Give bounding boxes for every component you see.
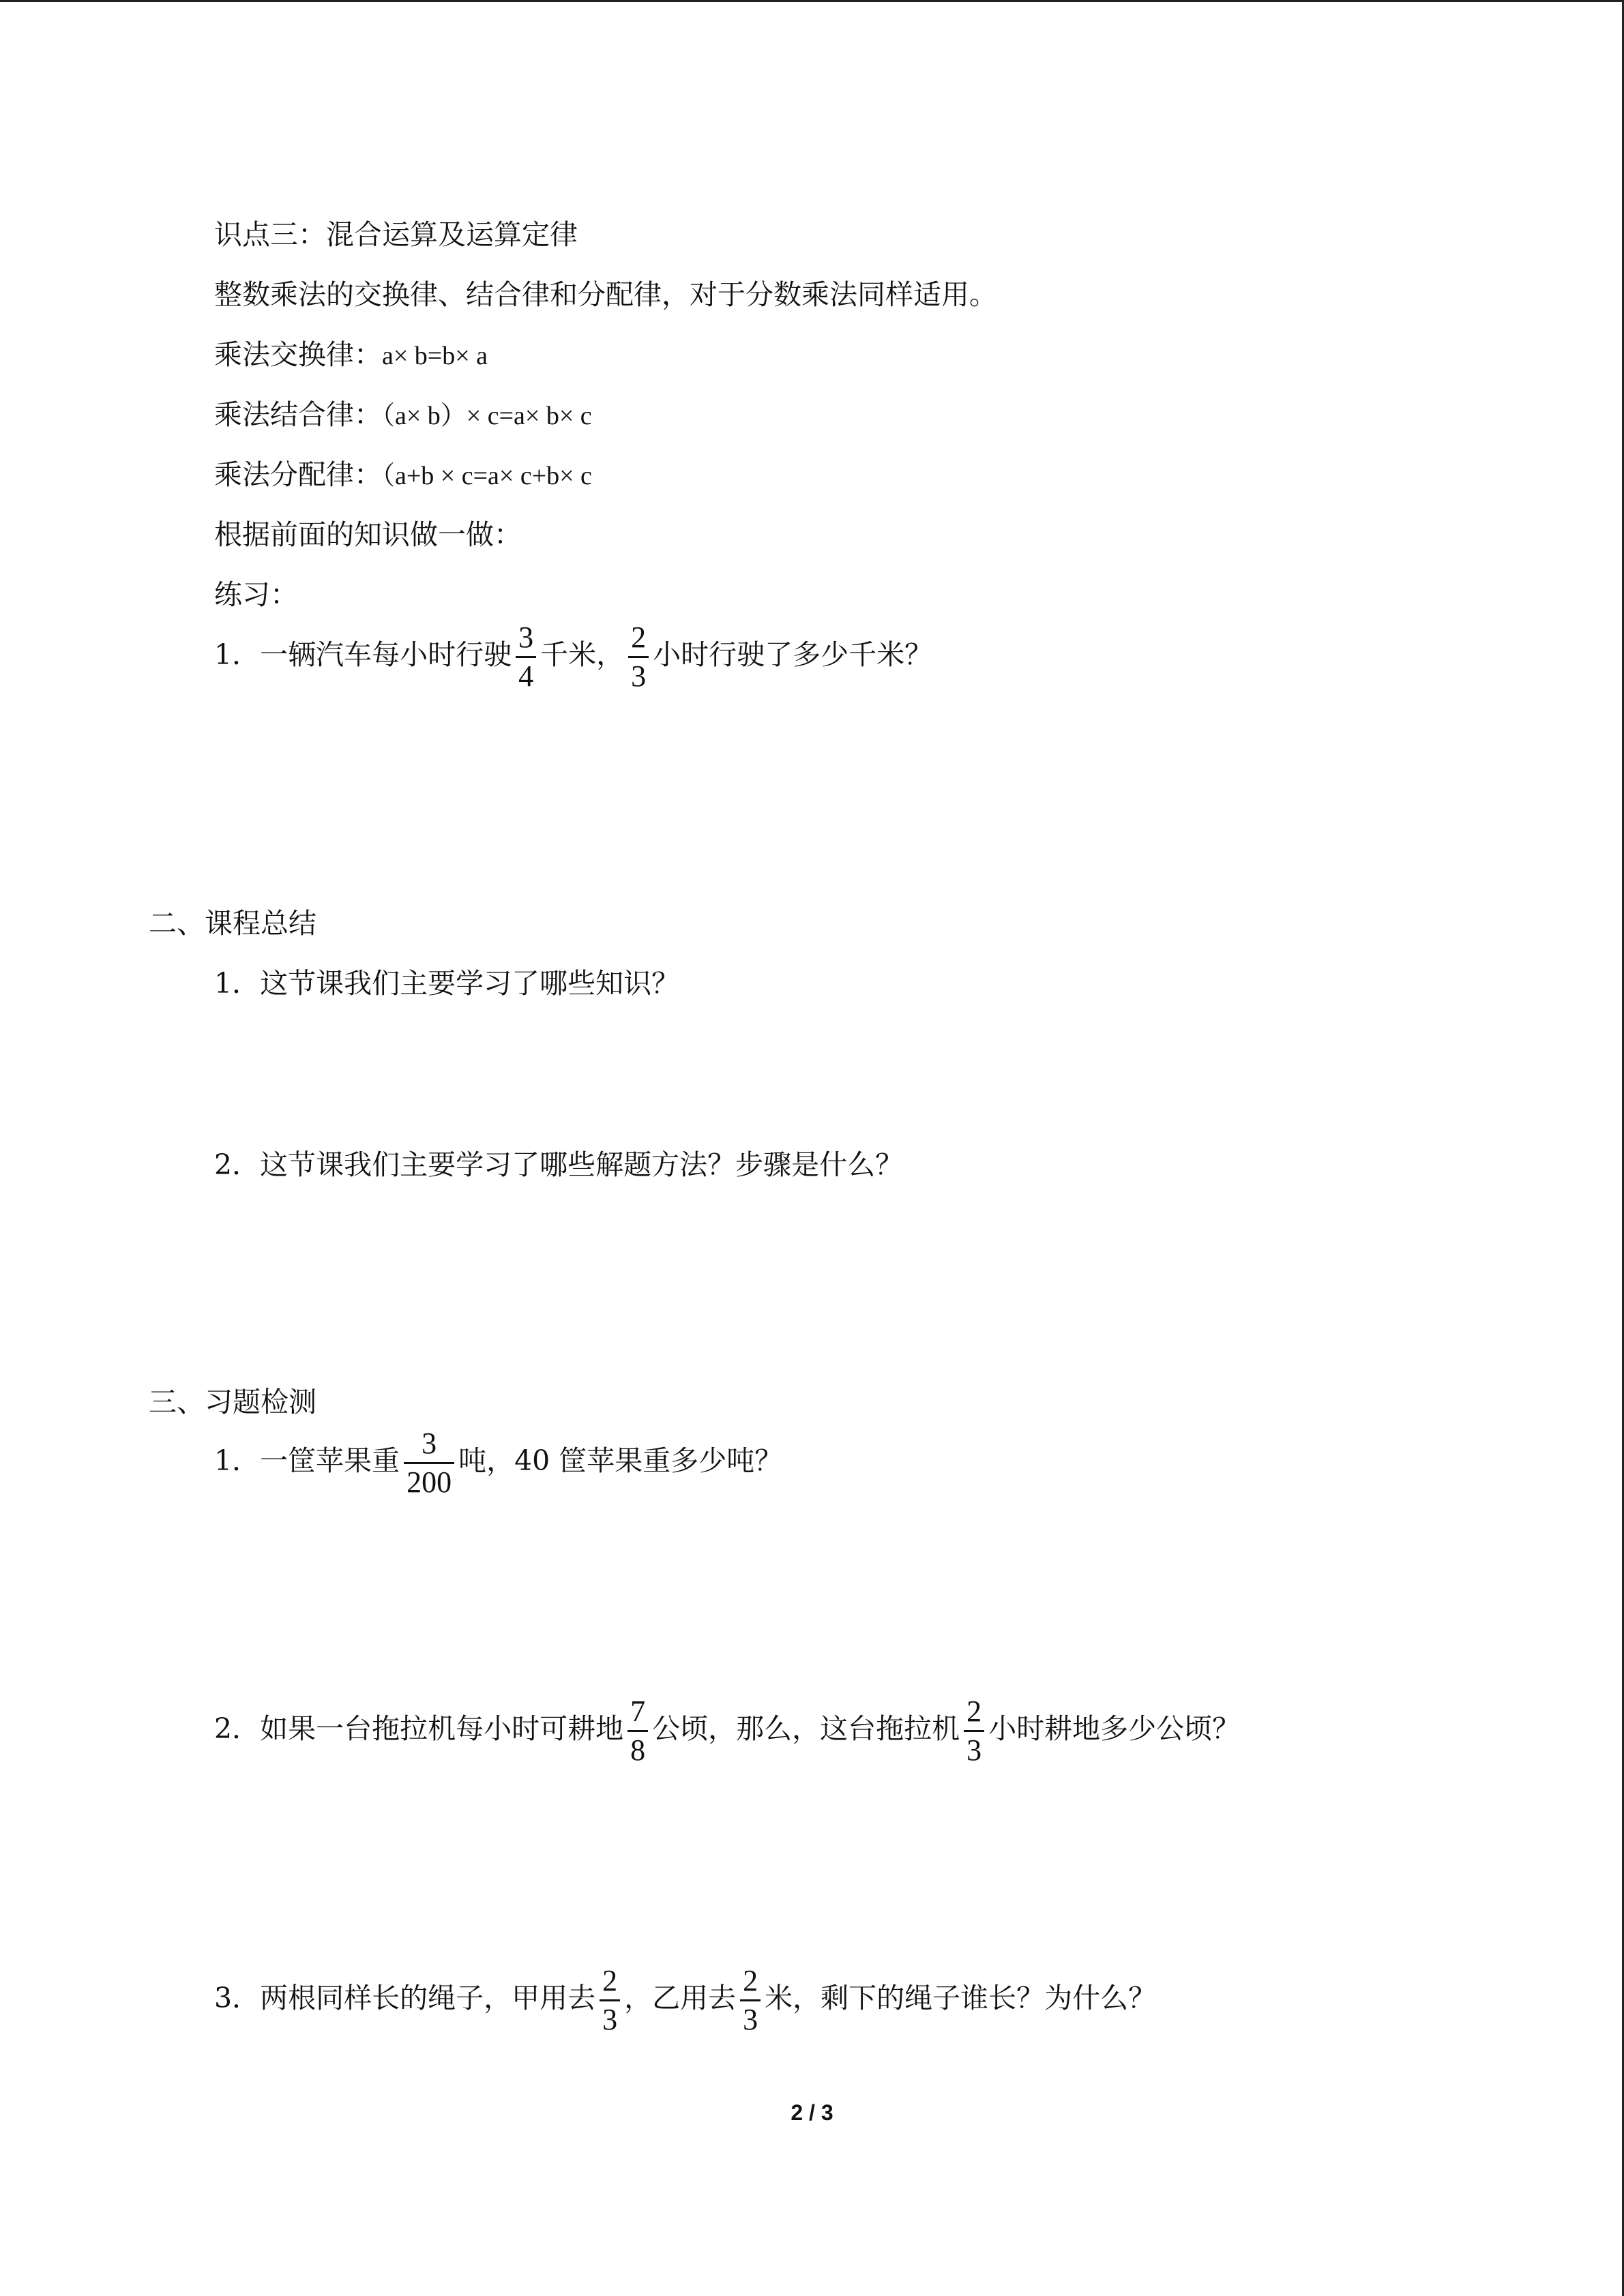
page-border-top xyxy=(0,0,1624,2)
fraction-numerator: 2 xyxy=(628,621,649,658)
practice-prompt: 根据前面的知识做一做： xyxy=(214,518,522,551)
question-text-middle: 公顷，那么，这台拖拉机 xyxy=(652,1712,960,1745)
fraction-denominator: 8 xyxy=(630,1733,646,1767)
exercise-question-2 xyxy=(214,1695,1240,1768)
practice-question-1 xyxy=(214,621,932,694)
question-text-middle: ，乙用去 xyxy=(624,1982,737,2014)
fraction xyxy=(600,1964,620,2037)
fraction-numerator: 3 xyxy=(516,621,536,658)
question-text-suffix: 吨，40 筐苹果重多少吨？ xyxy=(458,1444,783,1477)
distributive-law xyxy=(214,457,592,494)
question-text-prefix: 3．两根同样长的绳子，甲用去 xyxy=(214,1982,596,2014)
distributive-label: 乘法分配律： xyxy=(214,458,382,491)
fraction-numerator: 3 xyxy=(404,1427,454,1464)
fraction-denominator: 3 xyxy=(966,1733,982,1767)
question-text-prefix: 1．一辆汽车每小时行驶 xyxy=(214,638,512,671)
fraction-denominator: 3 xyxy=(602,2003,618,2036)
exercise-question-3 xyxy=(214,1964,1156,2037)
fraction-denominator: 200 xyxy=(407,1465,452,1499)
question-text-suffix: 米，剩下的绳子谁长？为什么？ xyxy=(765,1982,1157,2014)
question-text-prefix: 2．如果一台拖拉机每小时可耕地 xyxy=(214,1712,624,1745)
question-text-suffix: 小时耕地多少公顷？ xyxy=(988,1712,1241,1745)
summary-question-1: 1．这节课我们主要学习了哪些知识？ xyxy=(214,967,680,1000)
fraction-denominator: 3 xyxy=(631,659,647,693)
fraction xyxy=(628,621,649,694)
practice-label: 练习： xyxy=(214,578,298,611)
question-text-suffix: 小时行驶了多少千米？ xyxy=(653,638,933,671)
fraction xyxy=(628,1695,648,1768)
summary-question-2: 2．这节课我们主要学习了哪些解题方法？步骤是什么？ xyxy=(214,1148,904,1181)
fraction-numerator: 2 xyxy=(740,1964,761,2001)
knowledge-heading: 识点三：混合运算及运算定律 xyxy=(214,218,578,251)
question-text-middle: 千米， xyxy=(540,638,625,671)
associative-law xyxy=(214,397,592,434)
fraction-denominator: 4 xyxy=(518,659,534,693)
knowledge-intro: 整数乘法的交换律、结合律和分配律，对于分数乘法同样适用。 xyxy=(214,278,997,311)
fraction-numerator: 2 xyxy=(600,1964,620,2001)
fraction xyxy=(964,1695,984,1768)
fraction-numerator: 2 xyxy=(964,1695,984,1732)
exercise-question-1 xyxy=(214,1427,782,1500)
page-number: 2 / 3 xyxy=(791,2100,833,2125)
associative-formula: （a× b）× c=a× b× c xyxy=(382,402,592,430)
fraction xyxy=(740,1964,761,2037)
distributive-formula: （a+b × c=a× c+b× c xyxy=(382,462,592,490)
fraction xyxy=(404,1427,454,1500)
summary-heading: 二、课程总结 xyxy=(149,907,316,940)
fraction-denominator: 3 xyxy=(743,2003,758,2036)
question-text-prefix: 1．一筐苹果重 xyxy=(214,1444,400,1477)
commutative-label: 乘法交换律： xyxy=(214,338,382,371)
commutative-formula: a× b=b× a xyxy=(382,342,488,370)
commutative-law xyxy=(214,337,488,374)
exercise-heading: 三、习题检测 xyxy=(149,1386,316,1418)
associative-label: 乘法结合律： xyxy=(214,398,382,431)
fraction-numerator: 7 xyxy=(628,1695,648,1732)
fraction xyxy=(516,621,536,694)
